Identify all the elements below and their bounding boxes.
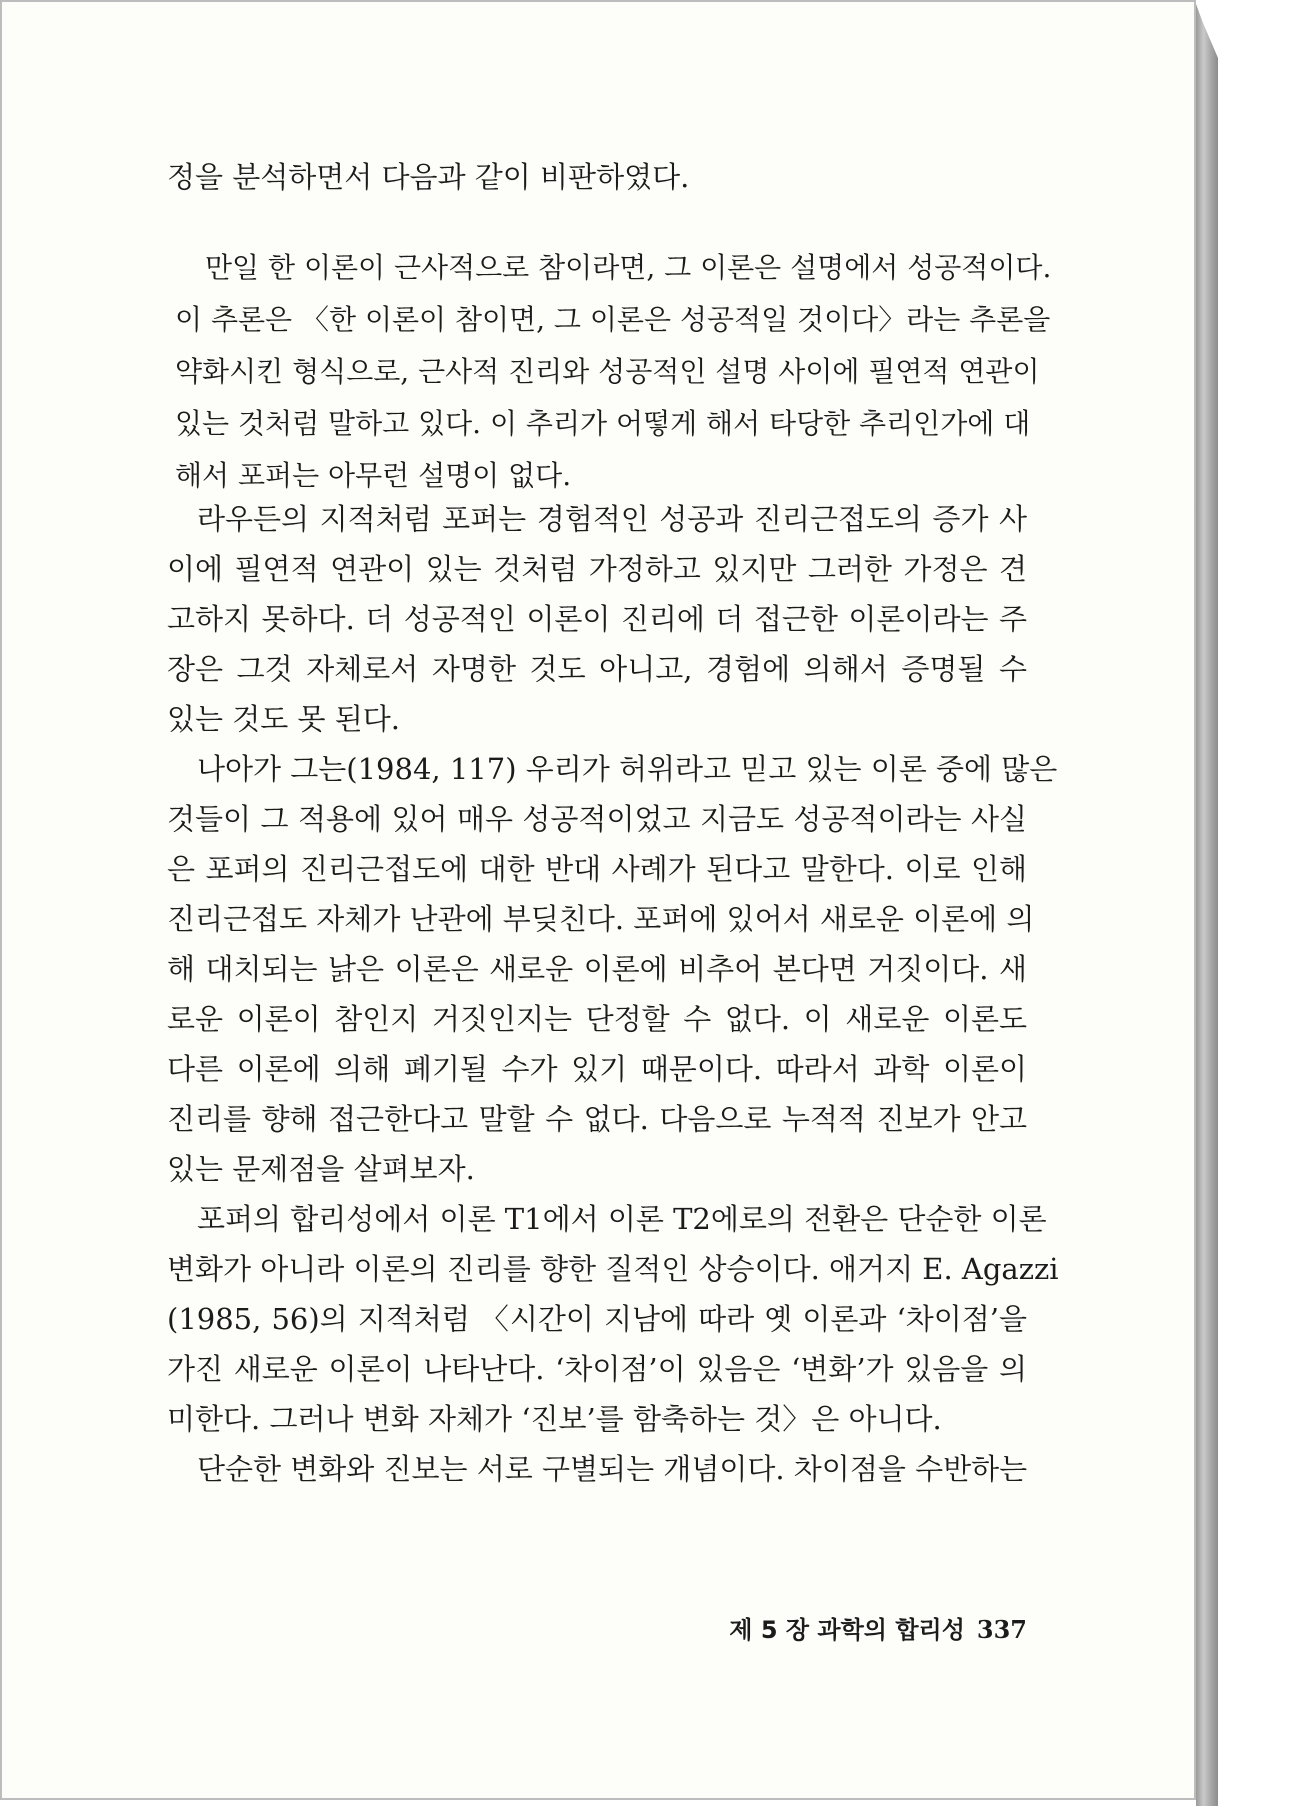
running-footer: [702, 1610, 1027, 1645]
text-line: 있는 것도 못 된다.: [167, 702, 400, 736]
page-stack-edge: [1196, 4, 1218, 1806]
text-line: 미한다. 그러나 변화 자체가 ‘진보’를 함축하는 것〉은 아니다.: [167, 1402, 942, 1436]
text-line: 진리를 향해 접근한다고 말할 수 없다. 다음으로 누적적 진보가 안고: [167, 1102, 1027, 1136]
text-line: 진리근접도 자체가 난관에 부딪친다. 포퍼에 있어서 새로운 이론에 의: [167, 902, 1035, 936]
text-line: 다른 이론에 의해 폐기될 수가 있기 때문이다. 따라서 과학 이론이: [167, 1052, 1027, 1086]
text-line: 이에 필연적 연관이 있는 것처럼 가정하고 있지만 그러한 가정은 견: [167, 552, 1027, 586]
text-line: 가진 새로운 이론이 나타난다. ‘차이점’이 있음은 ‘변화’가 있음을 의: [167, 1352, 1027, 1386]
text-line: 나아가 그는(1984, 117) 우리가 허위라고 믿고 있는 이론 중에 많은: [197, 752, 1058, 786]
block-quote: [175, 242, 1052, 502]
quote-line: 해서 포퍼는 아무런 설명이 없다.: [175, 459, 572, 492]
text-line: 해 대치되는 낡은 이론은 새로운 이론에 비추어 본다면 거짓이다. 새: [167, 952, 1027, 986]
text-line: 정을 분석하면서 다음과 같이 비판하였다.: [167, 160, 690, 194]
text-line: 있는 문제점을 살펴보자.: [167, 1152, 475, 1186]
opening-paragraph: [167, 152, 1027, 202]
quote-line: 약화시킨 형식으로, 근사적 진리와 성공적인 설명 사이에 필연적 연관이: [175, 355, 1040, 388]
text-line: 로운 이론이 참인지 거짓인지는 단정할 수 없다. 이 새로운 이론도: [167, 1002, 1027, 1036]
text-line: 것들이 그 적용에 있어 매우 성공적이었고 지금도 성공적이라는 사실: [167, 802, 1027, 836]
text-line: 은 포퍼의 진리근접도에 대한 반대 사례가 된다고 말한다. 이로 인해: [167, 852, 1027, 886]
text-line: 장은 그것 자체로서 자명한 것도 아니고, 경험에 의해서 증명될 수: [167, 652, 1027, 686]
text-line: 포퍼의 합리성에서 이론 T1에서 이론 T2에로의 전환은 단순한 이론: [197, 1202, 1047, 1236]
quote-line: 있는 것처럼 말하고 있다. 이 추리가 어떻게 해서 타당한 추리인가에 대: [175, 407, 1031, 440]
chapter-title: 제 5 장 과학의 합리성: [729, 1616, 965, 1644]
text-line: 변화가 아니라 이론의 진리를 향한 질적인 상승이다. 애거지 E. Agazzi: [167, 1252, 1059, 1286]
page-number: 337: [976, 1615, 1027, 1644]
body-text: [167, 494, 1059, 1494]
text-line: 고하지 못하다. 더 성공적인 이론이 진리에 더 접근한 이론이라는 주: [167, 602, 1027, 636]
quote-line: 이 추론은 〈한 이론이 참이면, 그 이론은 성공적일 것이다〉라는 추론을: [175, 303, 1051, 336]
text-line: (1985, 56)의 지적처럼 〈시간이 지남에 따라 옛 이론과 ‘차이점’을: [167, 1302, 1027, 1336]
quote-line: 만일 한 이론이 근사적으로 참이라면, 그 이론은 설명에서 성공적이다.: [205, 251, 1052, 284]
text-line: 라우든의 지적처럼 포퍼는 경험적인 성공과 진리근접도의 증가 사: [197, 502, 1027, 536]
text-line: 단순한 변화와 진보는 서로 구별되는 개념이다. 차이점을 수반하는: [197, 1452, 1028, 1486]
